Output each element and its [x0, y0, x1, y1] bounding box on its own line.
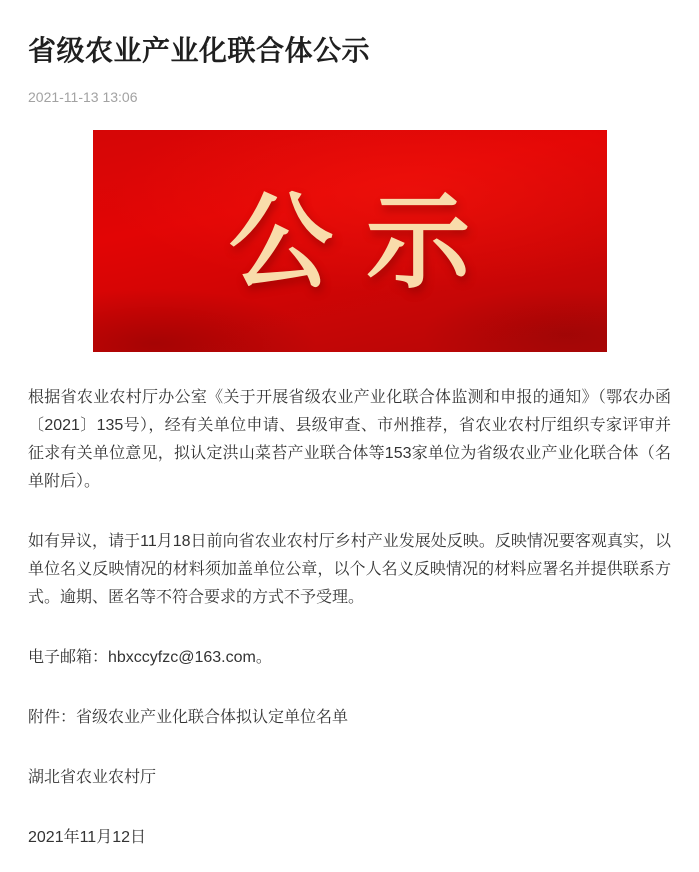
article-body — [28, 384, 671, 852]
issue-date-line: 2021年11月12日 — [28, 829, 147, 846]
article-title: 省级农业产业化联合体公示 — [28, 35, 371, 66]
body-paragraph-objection: 如有异议，请于11月18日前向省农业农村厅乡村产业发展处反映。反映情况要客观真实，以单位名义反映情况的材料须加盖单位公章，以个人名义反映情况的材料应署名并提供联系方式。逾期、匿名等不符合要求的方式不予受理。 — [28, 533, 671, 606]
email-line: 电子邮箱：hbxccyfzc@163.com。 — [28, 649, 272, 666]
publish-datetime: 2021-11-13 13:06 — [28, 89, 138, 105]
notice-banner-image — [93, 130, 607, 352]
notice-banner-text: 公示 — [228, 185, 504, 301]
body-paragraph-basis: 根据省农业农村厅办公室《关于开展省级农业产业化联合体监测和申报的通知》（鄂农办函〔2021〕135号），经有关单位申请、县级审查、市州推荐，省农业农村厅组织专家评审并征求有关单位意见，拟认定洪山菜苔产业联合体等153家单位为省级农业产业化联合体（名单附后）。 — [28, 389, 671, 490]
issuer-line: 湖北省农业农村厅 — [28, 769, 157, 786]
attachment-line: 附件：省级农业产业化联合体拟认定单位名单 — [28, 709, 349, 726]
